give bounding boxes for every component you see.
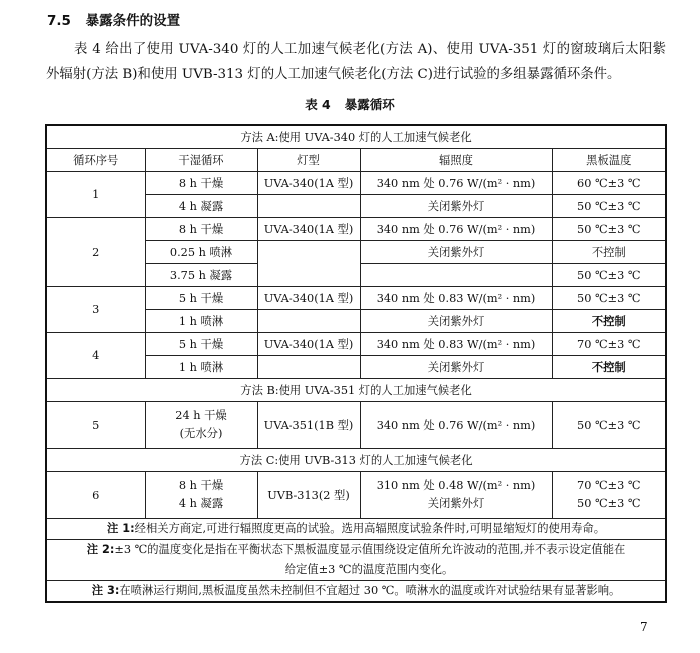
exposure-cycle-table: [45, 124, 667, 603]
note-text: 在喷淋运行期间,黑板温度虽然未控制但不宜超过 30 ℃。喷淋水的温度或许对试验结果有显著影响。: [119, 584, 621, 597]
cycle-step-line: 8 h 干燥: [178, 479, 224, 492]
cycle-step-line: 4 h 凝露: [178, 497, 224, 510]
cycle-step: [145, 472, 257, 519]
bpt-line: 50 ℃±3 ℃: [577, 497, 641, 510]
table-row: [46, 333, 666, 356]
header-cycle-no: 循环序号: [46, 149, 145, 172]
bpt: 50 ℃±3 ℃: [552, 195, 666, 218]
note-1: [50, 519, 662, 539]
note-label: 注 2:: [86, 543, 115, 556]
note-label: 注 1:: [107, 522, 135, 535]
header-lamp: 灯型: [257, 149, 360, 172]
method-a-row: 方法 A:使用 UVA-340 灯的人工加速气候老化: [46, 125, 666, 149]
irradiance: 340 nm 处 0.76 W/(m² · nm): [360, 172, 552, 195]
bpt: 50 ℃±3 ℃: [552, 218, 666, 241]
bpt: [552, 472, 666, 519]
irradiance: 340 nm 处 0.76 W/(m² · nm): [360, 402, 552, 449]
table-caption-title: 暴露循环: [344, 97, 395, 112]
table-row: [46, 472, 666, 519]
table-row: [46, 287, 666, 310]
lamp-type: UVA-340(1A 型): [257, 287, 360, 310]
cycle-step: 0.25 h 喷淋: [145, 241, 257, 264]
lamp-type: UVA-351(1B 型): [257, 402, 360, 449]
irradiance: 340 nm 处 0.83 W/(m² · nm): [360, 287, 552, 310]
header-row: [46, 149, 666, 172]
note-text: 经相关方商定,可进行辐照度更高的试验。选用高辐照度试验条件时,可明显缩短灯的使用寿命。: [134, 522, 606, 535]
header-irradiance: 辐照度: [360, 149, 552, 172]
page-number: 7: [640, 620, 648, 634]
lamp-type: [257, 356, 360, 379]
cycle-id: 3: [46, 287, 145, 333]
bpt: 70 ℃±3 ℃: [552, 333, 666, 356]
bpt-line: 70 ℃±3 ℃: [577, 479, 641, 492]
bpt: 不控制: [552, 356, 666, 379]
bpt: 50 ℃±3 ℃: [552, 287, 666, 310]
bpt: 60 ℃±3 ℃: [552, 172, 666, 195]
note-3: [50, 581, 662, 601]
cycle-id: 1: [46, 172, 145, 218]
table-caption: [0, 95, 700, 113]
method-b-row: 方法 B:使用 UVA-351 灯的人工加速气候老化: [46, 379, 666, 402]
irradiance: 340 nm 处 0.76 W/(m² · nm): [360, 218, 552, 241]
lamp-type: [257, 241, 360, 287]
cycle-step: 5 h 干燥: [145, 333, 257, 356]
cycle-step: 8 h 干燥: [145, 172, 257, 195]
lamp-type: UVB-313(2 型): [257, 472, 360, 519]
cycle-id: 6: [46, 472, 145, 519]
irradiance-line: 关闭紫外灯: [427, 497, 485, 510]
cycle-step: 8 h 干燥: [145, 218, 257, 241]
table-caption-number: 表 4: [305, 97, 331, 112]
irradiance: 关闭紫外灯: [360, 310, 552, 333]
irradiance: 关闭紫外灯: [360, 195, 552, 218]
cycle-step: 1 h 喷淋: [145, 356, 257, 379]
header-cycle: 干湿循环: [145, 149, 257, 172]
cycle-step: 1 h 喷淋: [145, 310, 257, 333]
cycle-step-line: 24 h 干燥: [175, 409, 227, 422]
section-heading: [47, 9, 180, 29]
lamp-type: [257, 195, 360, 218]
note-2-continued: 给定值±3 ℃的温度范围内变化。: [284, 563, 454, 576]
irradiance: [360, 472, 552, 519]
bpt: 不控制: [552, 310, 666, 333]
note-2: [50, 540, 662, 560]
cycle-step-line: (无水分): [179, 427, 223, 440]
header-bpt: 黑板温度: [552, 149, 666, 172]
notes-cell: [46, 519, 666, 540]
cycle-step: [145, 402, 257, 449]
table-row: [46, 218, 666, 241]
bpt: 不控制: [552, 241, 666, 264]
notes-cell: [46, 540, 666, 581]
irradiance: [360, 264, 552, 287]
note-label: 注 3:: [91, 584, 120, 597]
cycle-id: 5: [46, 402, 145, 449]
notes-cell: [46, 581, 666, 603]
table-row: [46, 402, 666, 449]
cycle-step: 3.75 h 凝露: [145, 264, 257, 287]
bpt: 50 ℃±3 ℃: [552, 264, 666, 287]
table-row: [46, 172, 666, 195]
irradiance: 340 nm 处 0.83 W/(m² · nm): [360, 333, 552, 356]
method-c-row: 方法 C:使用 UVB-313 灯的人工加速气候老化: [46, 449, 666, 472]
cycle-step: 4 h 凝露: [145, 195, 257, 218]
section-title: 暴露条件的设置: [85, 13, 181, 29]
irradiance-line: 310 nm 处 0.48 W/(m² · nm): [376, 479, 536, 492]
note-text: ±3 ℃的温度变化是指在平衡状态下黑板温度显示值围绕设定值所允许波动的范围,并不表示设定值能在: [114, 543, 626, 556]
cycle-id: 2: [46, 218, 145, 287]
cycle-step: 5 h 干燥: [145, 287, 257, 310]
intro-paragraph: 表 4 给出了使用 UVA-340 灯的人工加速气候老化(方法 A)、使用 UVA-351 灯的窗玻璃后太阳紫外辐射(方法 B)和使用 UVB-313 灯的人工加速气候老化(方法 C)进行试验的多组暴露循环条件。: [46, 42, 666, 82]
lamp-type: UVA-340(1A 型): [257, 172, 360, 195]
section-number: 7.5: [47, 13, 71, 29]
cycle-id: 4: [46, 333, 145, 379]
lamp-type: UVA-340(1A 型): [257, 218, 360, 241]
irradiance: 关闭紫外灯: [360, 356, 552, 379]
lamp-type: UVA-340(1A 型): [257, 333, 360, 356]
irradiance: 关闭紫外灯: [360, 241, 552, 264]
lamp-type: [257, 310, 360, 333]
bpt: 50 ℃±3 ℃: [552, 402, 666, 449]
